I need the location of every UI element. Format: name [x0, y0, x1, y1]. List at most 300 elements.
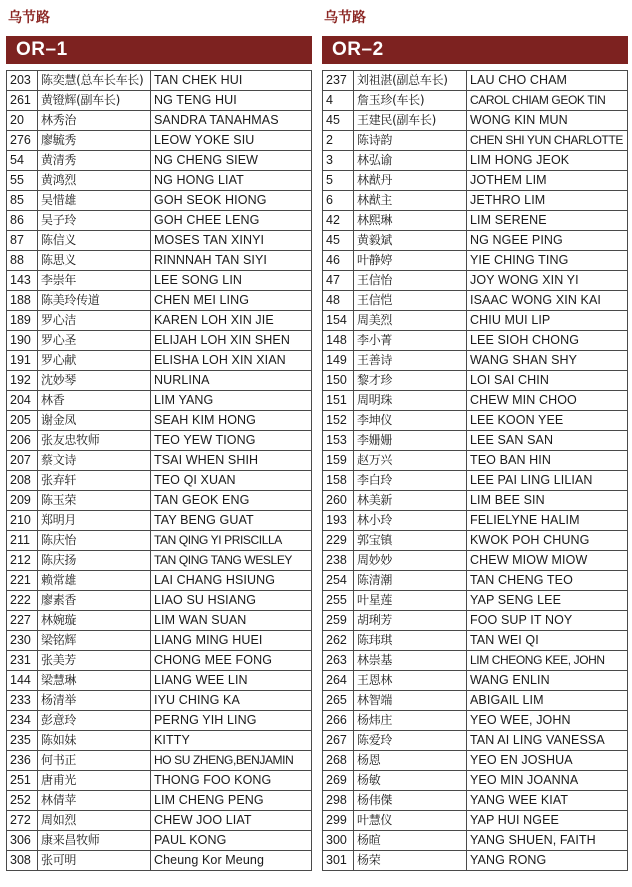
- english-name: LEE KOON YEE: [467, 411, 628, 431]
- chinese-name: 梁铭辉: [38, 631, 151, 651]
- member-number: 306: [7, 831, 38, 851]
- chinese-name: 林婉璇: [38, 611, 151, 631]
- english-name: NURLINA: [151, 371, 312, 391]
- english-name: PERNG YIH LING: [151, 711, 312, 731]
- chinese-name: 周美烈: [354, 311, 467, 331]
- table-row: [7, 471, 312, 491]
- member-number: 46: [323, 251, 354, 271]
- english-name: WANG ENLIN: [467, 671, 628, 691]
- table-row: [7, 271, 312, 291]
- table-row: [323, 171, 628, 191]
- member-number: 48: [323, 291, 354, 311]
- english-name: YEO MIN JOANNA: [467, 771, 628, 791]
- member-number: 189: [7, 311, 38, 331]
- english-name: LIM BEE SIN: [467, 491, 628, 511]
- english-name: LEE SAN SAN: [467, 431, 628, 451]
- member-number: 4: [323, 91, 354, 111]
- table-row: [7, 371, 312, 391]
- chinese-name: 杨伟傑: [354, 791, 467, 811]
- english-name: TAN WEI QI: [467, 631, 628, 651]
- team-code-banner: OR–2: [322, 36, 628, 64]
- member-number: 153: [323, 431, 354, 451]
- chinese-name: 王建民(副车长): [354, 111, 467, 131]
- english-name: TAY BENG GUAT: [151, 511, 312, 531]
- english-name: NG NGEE PING: [467, 231, 628, 251]
- chinese-name: 王恩林: [354, 671, 467, 691]
- member-number: 263: [323, 651, 354, 671]
- member-number: 42: [323, 211, 354, 231]
- english-name: JOY WONG XIN YI: [467, 271, 628, 291]
- member-number: 55: [7, 171, 38, 191]
- chinese-name: 陈爱玲: [354, 731, 467, 751]
- chinese-name: 谢金凤: [38, 411, 151, 431]
- table-row: [323, 371, 628, 391]
- chinese-name: 王信怡: [354, 271, 467, 291]
- english-name: LAU CHO CHAM: [467, 71, 628, 91]
- english-name: WANG SHAN SHY: [467, 351, 628, 371]
- english-name: FELIELYNE HALIM: [467, 511, 628, 531]
- chinese-name: 彭意玲: [38, 711, 151, 731]
- table-row: [7, 771, 312, 791]
- chinese-name: 罗心洁: [38, 311, 151, 331]
- english-name: JETHRO LIM: [467, 191, 628, 211]
- table-row: [323, 791, 628, 811]
- member-number: 212: [7, 551, 38, 571]
- member-number: 252: [7, 791, 38, 811]
- member-number: 238: [323, 551, 354, 571]
- member-number: 276: [7, 131, 38, 151]
- chinese-name: 王善诗: [354, 351, 467, 371]
- chinese-name: 林倩苹: [38, 791, 151, 811]
- english-name: CHEN SHI YUN CHARLOTTE: [467, 131, 628, 151]
- chinese-name: 李小菁: [354, 331, 467, 351]
- english-name: GOH SEOK HIONG: [151, 191, 312, 211]
- chinese-name: 梁慧琳: [38, 671, 151, 691]
- chinese-name: 陈庆扬: [38, 551, 151, 571]
- english-name: TAN QING YI PRISCILLA: [151, 531, 312, 551]
- english-name: LIM CHENG PENG: [151, 791, 312, 811]
- table-row: [323, 571, 628, 591]
- member-number: 264: [323, 671, 354, 691]
- english-name: HO SU ZHENG,BENJAMIN: [151, 751, 312, 771]
- member-number: 87: [7, 231, 38, 251]
- table-row: [7, 71, 312, 91]
- english-name: LOI SAI CHIN: [467, 371, 628, 391]
- chinese-name: 杨恩: [354, 751, 467, 771]
- team-or1: [6, 8, 312, 871]
- chinese-name: 唐甫光: [38, 771, 151, 791]
- chinese-name: 陈庆怡: [38, 531, 151, 551]
- chinese-name: 刘祖湛(副总车长): [354, 71, 467, 91]
- table-row: [7, 571, 312, 591]
- chinese-name: 林美新: [354, 491, 467, 511]
- member-number: 261: [7, 91, 38, 111]
- member-number: 300: [323, 831, 354, 851]
- table-row: [7, 651, 312, 671]
- member-number: 152: [323, 411, 354, 431]
- chinese-name: 黎才珍: [354, 371, 467, 391]
- chinese-name: 张可明: [38, 851, 151, 871]
- table-row: [323, 211, 628, 231]
- english-name: ELIJAH LOH XIN SHEN: [151, 331, 312, 351]
- chinese-name: 林猷丹: [354, 171, 467, 191]
- table-row: [323, 251, 628, 271]
- member-number: 150: [323, 371, 354, 391]
- member-number: 269: [323, 771, 354, 791]
- table-row: [323, 271, 628, 291]
- team-or2: [322, 8, 628, 871]
- english-name: Cheung Kor Meung: [151, 851, 312, 871]
- chinese-name: 林香: [38, 391, 151, 411]
- chinese-name: 叶星莲: [354, 591, 467, 611]
- table-row: [323, 551, 628, 571]
- english-name: NG CHENG SIEW: [151, 151, 312, 171]
- chinese-name: 林弘谕: [354, 151, 467, 171]
- english-name: CAROL CHIAM GEOK TIN: [467, 91, 628, 111]
- member-number: 255: [323, 591, 354, 611]
- chinese-name: 林崇基: [354, 651, 467, 671]
- member-number: 207: [7, 451, 38, 471]
- member-number: 266: [323, 711, 354, 731]
- table-row: [7, 431, 312, 451]
- member-number: 204: [7, 391, 38, 411]
- chinese-name: 郑明月: [38, 511, 151, 531]
- table-row: [323, 691, 628, 711]
- table-row: [323, 291, 628, 311]
- english-name: FOO SUP IT NOY: [467, 611, 628, 631]
- table-row: [7, 391, 312, 411]
- table-row: [323, 91, 628, 111]
- chinese-name: 杨荣: [354, 851, 467, 871]
- chinese-name: 周明珠: [354, 391, 467, 411]
- english-name: NG TENG HUI: [151, 91, 312, 111]
- english-name: CHONG MEE FONG: [151, 651, 312, 671]
- table-row: [323, 71, 628, 91]
- member-number: 193: [323, 511, 354, 531]
- english-name: LEOW YOKE SIU: [151, 131, 312, 151]
- chinese-name: 詹玉珍(车长): [354, 91, 467, 111]
- member-number: 148: [323, 331, 354, 351]
- member-number: 151: [323, 391, 354, 411]
- member-number: 205: [7, 411, 38, 431]
- table-row: [7, 551, 312, 571]
- chinese-name: 何书正: [38, 751, 151, 771]
- english-name: YANG SHUEN, FAITH: [467, 831, 628, 851]
- member-number: 233: [7, 691, 38, 711]
- member-number: 254: [323, 571, 354, 591]
- member-number: 229: [323, 531, 354, 551]
- english-name: YEO EN JOSHUA: [467, 751, 628, 771]
- member-number: 237: [323, 71, 354, 91]
- english-name: CHEW JOO LIAT: [151, 811, 312, 831]
- table-row: [323, 431, 628, 451]
- table-row: [323, 511, 628, 531]
- member-number: 20: [7, 111, 38, 131]
- chinese-name: 廖素香: [38, 591, 151, 611]
- member-number: 222: [7, 591, 38, 611]
- member-number: 47: [323, 271, 354, 291]
- chinese-name: 陈玮琪: [354, 631, 467, 651]
- member-number: 230: [7, 631, 38, 651]
- table-row: [323, 491, 628, 511]
- english-name: TAN CHENG TEO: [467, 571, 628, 591]
- member-number: 203: [7, 71, 38, 91]
- table-row: [323, 231, 628, 251]
- chinese-name: 蔡文诗: [38, 451, 151, 471]
- member-number: 299: [323, 811, 354, 831]
- table-row: [323, 351, 628, 371]
- table-row: [7, 531, 312, 551]
- table-row: [323, 831, 628, 851]
- english-name: CHEW MIN CHOO: [467, 391, 628, 411]
- english-name: TEO BAN HIN: [467, 451, 628, 471]
- table-row: [323, 471, 628, 491]
- chinese-name: 林智端: [354, 691, 467, 711]
- table-row: [7, 791, 312, 811]
- member-number: 208: [7, 471, 38, 491]
- member-number: 6: [323, 191, 354, 211]
- chinese-name: 廖毓秀: [38, 131, 151, 151]
- member-number: 301: [323, 851, 354, 871]
- table-row: [323, 671, 628, 691]
- table-row: [323, 411, 628, 431]
- table-row: [7, 311, 312, 331]
- member-number: 268: [323, 751, 354, 771]
- member-number: 272: [7, 811, 38, 831]
- english-name: MOSES TAN XINYI: [151, 231, 312, 251]
- table-row: [7, 731, 312, 751]
- member-number: 235: [7, 731, 38, 751]
- chinese-name: 张美芳: [38, 651, 151, 671]
- english-name: SEAH KIM HONG: [151, 411, 312, 431]
- english-name: LIANG MING HUEI: [151, 631, 312, 651]
- english-name: GOH CHEE LENG: [151, 211, 312, 231]
- table-row: [323, 731, 628, 751]
- member-number: 221: [7, 571, 38, 591]
- table-row: [7, 491, 312, 511]
- chinese-name: 王信恺: [354, 291, 467, 311]
- english-name: TAN QING TANG WESLEY: [151, 551, 312, 571]
- member-number: 190: [7, 331, 38, 351]
- table-row: [7, 711, 312, 731]
- english-name: YAP SENG LEE: [467, 591, 628, 611]
- chinese-name: 吴惜雄: [38, 191, 151, 211]
- chinese-name: 黄镫辉(副车长): [38, 91, 151, 111]
- member-number: 154: [323, 311, 354, 331]
- street-name: 乌节路: [324, 10, 366, 26]
- member-number: 45: [323, 231, 354, 251]
- chinese-name: 赖常雄: [38, 571, 151, 591]
- member-number: 265: [323, 691, 354, 711]
- english-name: LIM YANG: [151, 391, 312, 411]
- table-row: [323, 611, 628, 631]
- chinese-name: 叶慧仪: [354, 811, 467, 831]
- table-row: [323, 751, 628, 771]
- chinese-name: 康来昌牧师: [38, 831, 151, 851]
- table-row: [323, 331, 628, 351]
- table-row: [7, 811, 312, 831]
- chinese-name: 黄清秀: [38, 151, 151, 171]
- member-number: 260: [323, 491, 354, 511]
- english-name: TEO QI XUAN: [151, 471, 312, 491]
- table-row: [7, 111, 312, 131]
- table-row: [323, 771, 628, 791]
- member-number: 3: [323, 151, 354, 171]
- chinese-name: 张友忠牧师: [38, 431, 151, 451]
- english-name: YANG RONG: [467, 851, 628, 871]
- table-row: [7, 671, 312, 691]
- table-row: [323, 311, 628, 331]
- english-name: LIM CHEONG KEE, JOHN: [467, 651, 628, 671]
- english-name: YANG WEE KIAT: [467, 791, 628, 811]
- street-name: 乌节路: [8, 10, 50, 26]
- member-number: 88: [7, 251, 38, 271]
- chinese-name: 陈思义: [38, 251, 151, 271]
- chinese-name: 陈诗韵: [354, 131, 467, 151]
- chinese-name: 沈妙琴: [38, 371, 151, 391]
- chinese-name: 胡琍芳: [354, 611, 467, 631]
- english-name: RINNNAH TAN SIYI: [151, 251, 312, 271]
- english-name: LIANG WEE LIN: [151, 671, 312, 691]
- chinese-name: 张弃轩: [38, 471, 151, 491]
- table-row: [323, 131, 628, 151]
- english-name: LEE SIOH CHONG: [467, 331, 628, 351]
- chinese-name: 李姗姗: [354, 431, 467, 451]
- member-number: 54: [7, 151, 38, 171]
- table-row: [323, 451, 628, 471]
- member-number: 191: [7, 351, 38, 371]
- english-name: ABIGAIL LIM: [467, 691, 628, 711]
- table-row: [7, 211, 312, 231]
- english-name: ISAAC WONG XIN KAI: [467, 291, 628, 311]
- member-number: 210: [7, 511, 38, 531]
- table-row: [323, 811, 628, 831]
- member-number: 2: [323, 131, 354, 151]
- chinese-name: 李白玲: [354, 471, 467, 491]
- chinese-name: 杨敏: [354, 771, 467, 791]
- table-row: [7, 351, 312, 371]
- english-name: KWOK POH CHUNG: [467, 531, 628, 551]
- table-row: [7, 511, 312, 531]
- table-row: [323, 851, 628, 871]
- member-number: 45: [323, 111, 354, 131]
- chinese-name: 陈奕慧(总车长车长): [38, 71, 151, 91]
- chinese-name: 林熙琳: [354, 211, 467, 231]
- table-row: [7, 691, 312, 711]
- table-row: [7, 251, 312, 271]
- english-name: KITTY: [151, 731, 312, 751]
- member-number: 234: [7, 711, 38, 731]
- table-row: [7, 171, 312, 191]
- table-row: [7, 831, 312, 851]
- member-number: 144: [7, 671, 38, 691]
- table-row: [323, 111, 628, 131]
- table-row: [323, 191, 628, 211]
- table-row: [7, 611, 312, 631]
- chinese-name: 陈清潮: [354, 571, 467, 591]
- table-row: [7, 411, 312, 431]
- chinese-name: 罗心献: [38, 351, 151, 371]
- table-row: [7, 231, 312, 251]
- english-name: PAUL KONG: [151, 831, 312, 851]
- english-name: TSAI WHEN SHIH: [151, 451, 312, 471]
- team-code-banner: OR–1: [6, 36, 312, 64]
- chinese-name: 叶静婷: [354, 251, 467, 271]
- member-number: 86: [7, 211, 38, 231]
- member-table: [322, 70, 628, 871]
- table-row: [7, 331, 312, 351]
- chinese-name: 林小玲: [354, 511, 467, 531]
- english-name: SANDRA TANAHMAS: [151, 111, 312, 131]
- table-row: [7, 751, 312, 771]
- chinese-name: 陈玉荣: [38, 491, 151, 511]
- chinese-name: 黄毅斌: [354, 231, 467, 251]
- member-number: 267: [323, 731, 354, 751]
- english-name: YIE CHING TING: [467, 251, 628, 271]
- english-name: TAN GEOK ENG: [151, 491, 312, 511]
- table-row: [323, 531, 628, 551]
- chinese-name: 李崇年: [38, 271, 151, 291]
- member-number: 149: [323, 351, 354, 371]
- chinese-name: 杨暄: [354, 831, 467, 851]
- member-number: 262: [323, 631, 354, 651]
- english-name: TEO YEW TIONG: [151, 431, 312, 451]
- english-name: YAP HUI NGEE: [467, 811, 628, 831]
- english-name: LIAO SU HSIANG: [151, 591, 312, 611]
- member-number: 231: [7, 651, 38, 671]
- table-row: [7, 191, 312, 211]
- member-number: 251: [7, 771, 38, 791]
- english-name: IYU CHING KA: [151, 691, 312, 711]
- table-row: [323, 151, 628, 171]
- chinese-name: 林猷主: [354, 191, 467, 211]
- member-table: [6, 70, 312, 871]
- english-name: CHIU MUI LIP: [467, 311, 628, 331]
- table-row: [7, 451, 312, 471]
- chinese-name: 吴子玲: [38, 211, 151, 231]
- chinese-name: 杨炜庄: [354, 711, 467, 731]
- chinese-name: 陈美玲传道: [38, 291, 151, 311]
- english-name: LEE PAI LING LILIAN: [467, 471, 628, 491]
- member-number: 227: [7, 611, 38, 631]
- chinese-name: 李坤仪: [354, 411, 467, 431]
- member-number: 259: [323, 611, 354, 631]
- table-row: [323, 651, 628, 671]
- member-number: 188: [7, 291, 38, 311]
- chinese-name: 陈信义: [38, 231, 151, 251]
- chinese-name: 罗心圣: [38, 331, 151, 351]
- member-number: 158: [323, 471, 354, 491]
- table-row: [323, 391, 628, 411]
- english-name: ELISHA LOH XIN XIAN: [151, 351, 312, 371]
- english-name: TAN CHEK HUI: [151, 71, 312, 91]
- table-row: [7, 151, 312, 171]
- member-number: 206: [7, 431, 38, 451]
- english-name: LAI CHANG HSIUNG: [151, 571, 312, 591]
- member-number: 5: [323, 171, 354, 191]
- english-name: LIM WAN SUAN: [151, 611, 312, 631]
- member-number: 159: [323, 451, 354, 471]
- english-name: LIM HONG JEOK: [467, 151, 628, 171]
- table-row: [7, 291, 312, 311]
- table-row: [323, 631, 628, 651]
- member-number: 308: [7, 851, 38, 871]
- chinese-name: 郭宝镇: [354, 531, 467, 551]
- english-name: CHEW MIOW MIOW: [467, 551, 628, 571]
- table-row: [7, 851, 312, 871]
- member-number: 143: [7, 271, 38, 291]
- member-number: 192: [7, 371, 38, 391]
